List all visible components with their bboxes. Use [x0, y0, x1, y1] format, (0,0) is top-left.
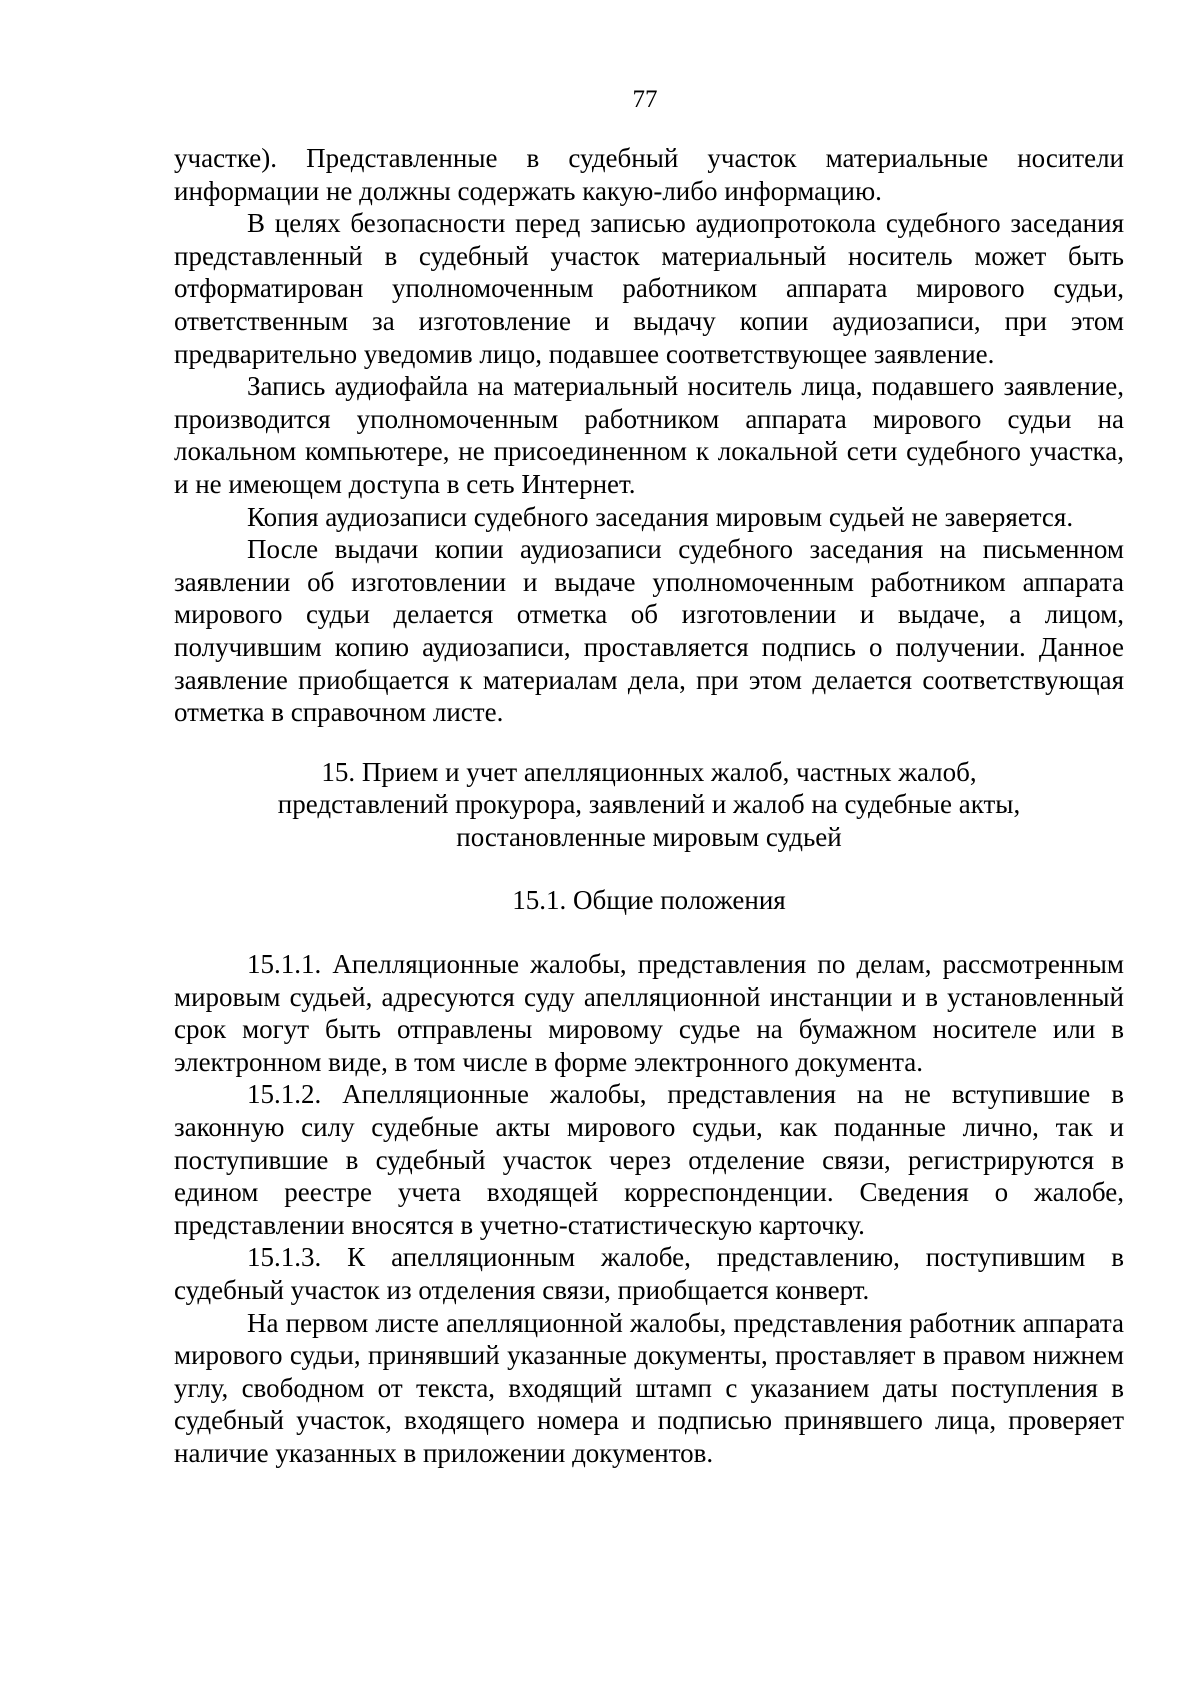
- section-heading-line: представлений прокурора, заявлений и жалоб на судебные акты,: [277, 789, 1021, 820]
- page-number: 77: [632, 86, 658, 113]
- section-heading-line: постановленные мировым судьей: [456, 821, 842, 852]
- section-heading-line: 15. Прием и учет апелляционных жалоб, частных жалоб,: [321, 756, 977, 787]
- paragraph-continuation: участке). Представленные в судебный участок материальные носители информации не должны содержать какую-либо информацию.: [174, 143, 1124, 206]
- paragraph-15-1-3: 15.1.3. К апелляционным жалобе, представлению, поступившим в судебный участок из отделения связи, приобщается конверт.: [174, 1242, 1124, 1305]
- paragraph-issuance-mark: После выдачи копии аудиозаписи судебного заседания на письменном заявлении об изготовлении и выдаче уполномоченным работником аппарата мирового судьи делается отметка об изготовлении и выдаче, а лицом, получившим копию аудиозаписи, проставляется подпись о получении. Данное заявление приобщается к материалам дела, при этом делается соответствующая отметка в справочном листе.: [174, 534, 1124, 728]
- section-heading: [174, 756, 1124, 854]
- page-body: [174, 142, 1124, 1470]
- paragraph-first-sheet-stamp: На первом листе апелляционной жалобы, представления работник аппарата мирового судьи, принявший указанные документы, проставляет в правом нижнем углу, свободном от текста, входящий штамп с указанием даты поступления в судебный участок, входящего номера и подписью принявшего лица, проверяет наличие указанных в приложении документов.: [174, 1307, 1124, 1468]
- paragraph-formatting-security: В целях безопасности перед записью аудиопротокола судебного заседания представленный в судебный участок материальный носитель может быть отформатирован уполномоченным работником аппарата мирового судьи, ответственным за изготовление и выдачу копии аудиозаписи, при этом предварительно уведомив лицо, подавшее соответствующее заявление.: [174, 208, 1124, 369]
- paragraph-15-1-1: 15.1.1. Апелляционные жалобы, представления по делам, рассмотренным мировым судьей, адресуются суду апелляционной инстанции и в установленный срок могут быть отправлены мировому судье на бумажном носителе или в электронном виде, в том числе в форме электронного документа.: [174, 949, 1124, 1077]
- paragraph-15-1-2: 15.1.2. Апелляционные жалобы, представления на не вступившие в законную силу судебные акты мирового судьи, как поданные лично, так и поступившие в судебный участок через отделение связи, регистрируются в едином реестре учета входящей корреспонденции. Сведения о жалобе, представлении вносятся в учетно-статистическую карточку.: [174, 1079, 1124, 1240]
- paragraph-copy-not-certified: Копия аудиозаписи судебного заседания мировым судьей не заверяется.: [247, 501, 1074, 532]
- paragraph-audio-recording: Запись аудиофайла на материальный носитель лица, подавшего заявление, производится уполномоченным работником аппарата мирового судьи на локальном компьютере, не присоединенном к локальной сети судебного участка, и не имеющем доступа в сеть Интернет.: [174, 371, 1124, 499]
- subsection-heading: 15.1. Общие положения: [512, 885, 786, 916]
